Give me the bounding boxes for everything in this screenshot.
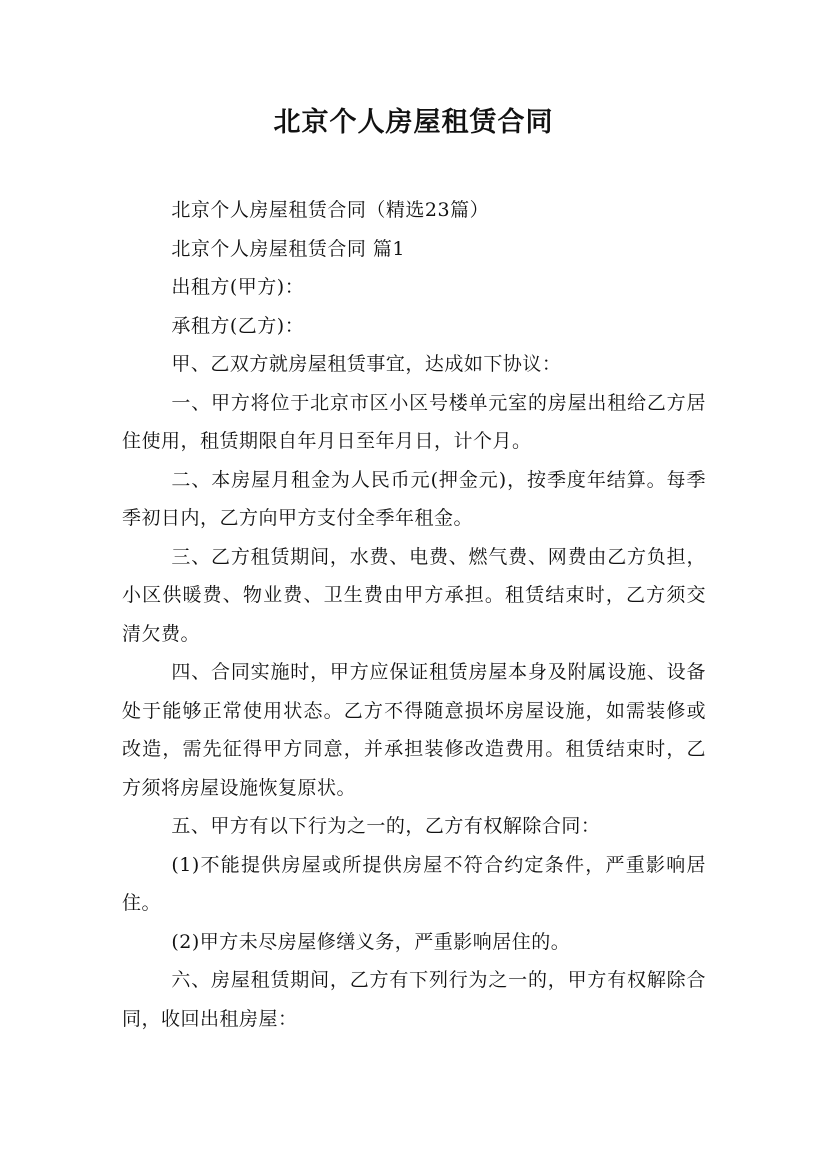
paragraph-collection-title: 北京个人房屋租赁合同（精选23篇）	[171, 199, 490, 221]
paragraph-section-heading: 北京个人房屋租赁合同 篇1	[171, 237, 406, 260]
paragraph-clause-6: 六、房屋租赁期间，乙方有下列行为之一的，甲方有权解除合同，收回出租房屋：	[122, 969, 706, 1030]
paragraph-clause-2: 二、本房屋月租金为人民币元(押金元)，按季度年结算。每季季初日内，乙方向甲方支付全季年租金。	[122, 468, 706, 529]
paragraph-clause-1: 一、甲方将位于北京市区小区号楼单元室的房屋出租给乙方居住使用，租赁期限自年月日至年月日，计个月。	[122, 391, 706, 452]
paragraph-clause-4: 四、合同实施时，甲方应保证租赁房屋本身及附属设施、设备处于能够正常使用状态。乙方不得随意损坏房屋设施，如需装修或改造，需先征得甲方同意，并承担装修改造费用。租赁结束时，乙方须将房屋设施恢复原状。	[122, 661, 706, 799]
document-body	[122, 191, 706, 1038]
paragraph-agreement-intro: 甲、乙双方就房屋租赁事宜，达成如下协议：	[171, 353, 562, 375]
paragraph-clause-5-item-2: (2)甲方未尽房屋修缮义务，严重影响居住的。	[171, 930, 571, 953]
paragraph-clause-5-item-1: (1)不能提供房屋或所提供房屋不符合约定条件，严重影响居住。	[122, 853, 706, 914]
paragraph-lessor: 出租方(甲方)：	[171, 276, 305, 298]
paragraph-clause-5: 五、甲方有以下行为之一的，乙方有权解除合同：	[171, 815, 601, 837]
document-title: 北京个人房屋租赁合同	[273, 107, 554, 138]
paragraph-clause-3: 三、乙方租赁期间，水费、电费、燃气费、网费由乙方负担，小区供暖费、物业费、卫生费由甲方承担。租赁结束时，乙方须交清欠费。	[122, 545, 706, 645]
paragraph-lessee: 承租方(乙方)：	[171, 314, 305, 337]
